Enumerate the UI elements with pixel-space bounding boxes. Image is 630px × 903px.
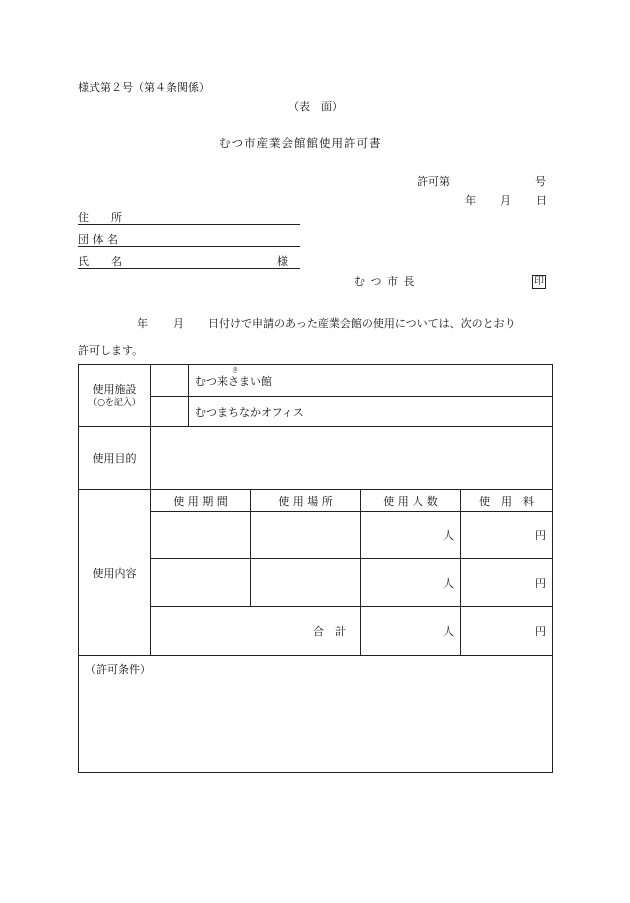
body-year: 年 — [137, 317, 148, 330]
facility-note: （○を記入） — [88, 397, 141, 408]
issuer-label: む つ 市 長 — [354, 275, 416, 288]
fee-total[interactable]: 円 — [461, 607, 553, 656]
date-day: 日 — [536, 194, 547, 207]
facility-2-check[interactable] — [151, 397, 189, 427]
total-label: 合 計 — [151, 607, 361, 656]
facility-1-name-wrap — [195, 366, 272, 389]
permit-table — [78, 364, 553, 773]
conditions-label: （許可条件） — [85, 663, 151, 676]
people-field-1[interactable]: 人 — [361, 512, 461, 559]
people-field-2[interactable]: 人 — [361, 559, 461, 607]
purpose-label: 使用目的 — [79, 427, 151, 490]
document-title: むつ市産業会館館使用許可書 — [219, 136, 382, 150]
facility-label: 使用施設 — [92, 382, 137, 396]
date-month: 月 — [500, 194, 511, 207]
period-field-1[interactable] — [151, 512, 251, 559]
facility-label-cell — [79, 365, 151, 427]
date-year: 年 — [465, 194, 476, 207]
fee-field-2[interactable]: 円 — [461, 559, 553, 607]
place-field-2[interactable] — [251, 559, 361, 607]
permit-number-suffix: 号 — [535, 175, 546, 188]
form-side: （表 面） — [288, 100, 343, 113]
content-label: 使用内容 — [79, 490, 151, 656]
body-sentence: 日付けで申請のあった産業会館の使用については、次のとおり — [208, 317, 516, 330]
people-total[interactable]: 人 — [361, 607, 461, 656]
header-period: 使 用 期 間 — [151, 490, 251, 512]
facility-1-check[interactable] — [151, 365, 189, 397]
body-line-2: 許可します。 — [78, 344, 144, 357]
header-place: 使 用 場 所 — [251, 490, 361, 512]
permit-number-label: 許可第 — [417, 175, 450, 188]
facility-1-ruby: き — [231, 366, 239, 374]
group-name-line — [78, 246, 300, 247]
place-field-1[interactable] — [251, 512, 361, 559]
facility-2-cell — [189, 397, 553, 427]
name-label: 氏 名 — [78, 255, 122, 268]
body-month: 月 — [173, 317, 184, 330]
name-line — [78, 268, 300, 269]
facility-1-cell — [189, 365, 553, 397]
header-people: 使 用 人 数 — [361, 490, 461, 512]
purpose-field[interactable] — [151, 427, 553, 490]
facility-1-name: むつ来さまい館 — [195, 374, 272, 388]
form-number: 様式第２号（第４条関係） — [78, 81, 210, 94]
address-label: 住 所 — [78, 211, 122, 224]
honorific: 様 — [277, 255, 288, 268]
header-fee: 使 用 料 — [461, 490, 553, 512]
facility-2-name: むつまちなかオフィス — [195, 405, 304, 419]
fee-field-1[interactable]: 円 — [461, 512, 553, 559]
period-field-2[interactable] — [151, 559, 251, 607]
conditions-cell[interactable] — [79, 656, 553, 773]
group-name-label: 団 体 名 — [78, 233, 118, 246]
address-line — [78, 224, 300, 225]
seal-box: 印 — [534, 276, 544, 287]
